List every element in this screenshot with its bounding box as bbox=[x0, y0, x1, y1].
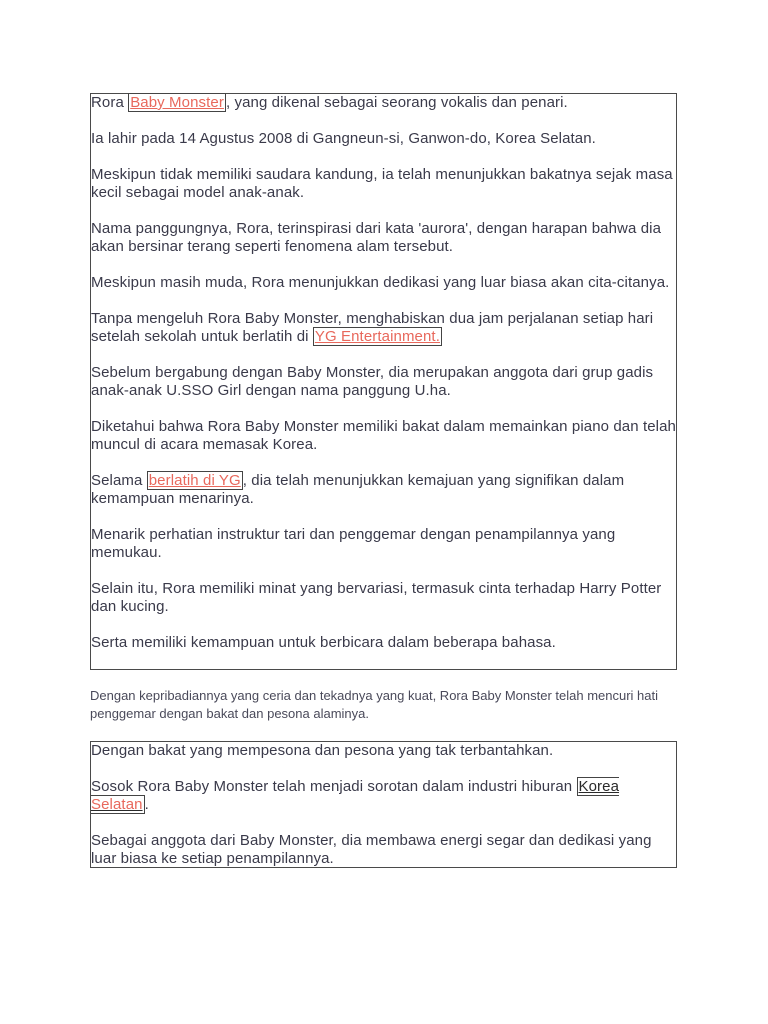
paragraph-energy: Sebagai anggota dari Baby Monster, dia membawa energi segar dan dedikasi yang luar biasa ke setiap penampilannya. bbox=[91, 832, 652, 867]
paragraph-dedication: Meskipun masih muda, Rora menunjukkan dedikasi yang luar biasa akan cita-citanya. bbox=[91, 274, 670, 291]
link-baby-monster[interactable]: Baby Monster bbox=[130, 94, 224, 111]
paragraph-birth: Ia lahir pada 14 Agustus 2008 di Gangneun-si, Ganwon-do, Korea Selatan. bbox=[91, 130, 596, 147]
paragraph-talent: Dengan bakat yang mempesona dan pesona yang tak terbantahkan. bbox=[91, 742, 554, 759]
paragraph-previous-group: Sebelum bergabung dengan Baby Monster, dia merupakan anggota dari grup gadis anak-anak U.SSO Girl dengan nama panggung U.ha. bbox=[91, 364, 654, 399]
paragraph-languages: Serta memiliki kemampuan untuk berbicara dalam beberapa bahasa. bbox=[91, 634, 556, 651]
paragraph-attention: Menarik perhatian instruktur tari dan penggemar dengan penampilannya yang memukau. bbox=[91, 526, 616, 561]
paragraph-stage-name: Nama panggungnya, Rora, terinspirasi dari kata 'aurora', dengan harapan bahwa dia akan bersinar terang seperti fenomena alam tersebut. bbox=[91, 220, 662, 255]
link-yg-entertainment[interactable]: YG Entertainment. bbox=[314, 328, 440, 345]
text-box-secondary bbox=[90, 741, 677, 868]
paragraph-siblings: Meskipun tidak memiliki saudara kandung, ia telah menunjukkan bakatnya sejak masa kecil sebagai model anak-anak. bbox=[91, 166, 673, 201]
paragraph-intro: Rora Baby Monster , yang dikenal sebagai seorang vokalis dan penari. bbox=[91, 94, 568, 111]
link-berlatih-di-yg[interactable]: berlatih di YG bbox=[148, 472, 241, 489]
paragraph-spotlight: Sosok Rora Baby Monster telah menjadi sorotan dalam industri hiburan Korea Selatan . bbox=[91, 778, 620, 813]
caption-text: Dengan kepribadiannya yang ceria dan tekadnya yang kuat, Rora Baby Monster telah mencuri hati penggemar dengan bakat dan pesona alaminya. bbox=[90, 688, 659, 721]
link-korea-selatan[interactable]: Korea Selatan bbox=[91, 778, 620, 813]
paragraph-commute: Tanpa mengeluh Rora Baby Monster, menghabiskan dua jam perjalanan setiap hari setelah sekolah untuk berlatih di YG Entertainment. bbox=[91, 310, 654, 345]
text-box-main bbox=[90, 93, 677, 670]
paragraph-interests: Selain itu, Rora memiliki minat yang bervariasi, termasuk cinta terhadap Harry Potter dan kucing. bbox=[91, 580, 662, 615]
paragraph-piano: Diketahui bahwa Rora Baby Monster memiliki bakat dalam memainkan piano dan telah muncul di acara memasak Korea. bbox=[91, 418, 676, 453]
paragraph-training: Selama berlatih di YG , dia telah menunjukkan kemajuan yang signifikan dalam kemampuan menarinya. bbox=[91, 472, 625, 507]
